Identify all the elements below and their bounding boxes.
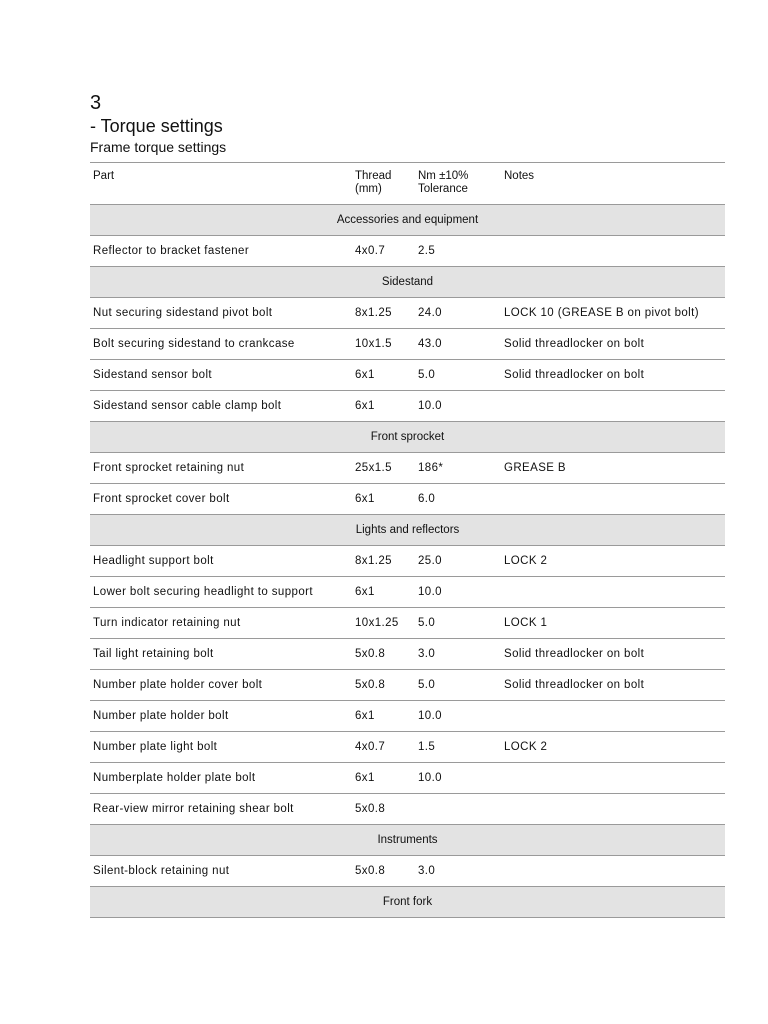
column-header-part: Part xyxy=(90,163,352,205)
cell-thread: 8x1.25 xyxy=(352,546,415,577)
cell-part: Headlight support bolt xyxy=(90,546,352,577)
cell-thread: 10x1.25 xyxy=(352,608,415,639)
cell-thread: 6x1 xyxy=(352,701,415,732)
cell-torque xyxy=(415,794,501,825)
table-row xyxy=(90,794,725,825)
cell-thread: 6x1 xyxy=(352,577,415,608)
cell-torque: 2.5 xyxy=(415,236,501,267)
cell-torque: 10.0 xyxy=(415,391,501,422)
cell-torque: 25.0 xyxy=(415,546,501,577)
cell-thread: 4x0.7 xyxy=(352,732,415,763)
cell-notes: LOCK 10 (GREASE B on pivot bolt) xyxy=(501,298,725,329)
cell-part: Bolt securing sidestand to crankcase xyxy=(90,329,352,360)
torque-table xyxy=(90,162,725,918)
cell-thread: 5x0.8 xyxy=(352,639,415,670)
cell-part: Silent-block retaining nut xyxy=(90,856,352,887)
table-row xyxy=(90,391,725,422)
cell-part: Number plate light bolt xyxy=(90,732,352,763)
cell-torque: 3.0 xyxy=(415,856,501,887)
cell-torque: 186* xyxy=(415,453,501,484)
table-row xyxy=(90,360,725,391)
page-subtitle: Frame torque settings xyxy=(90,139,227,155)
cell-notes xyxy=(501,391,725,422)
cell-notes: Solid threadlocker on bolt xyxy=(501,360,725,391)
cell-thread: 25x1.5 xyxy=(352,453,415,484)
cell-part: Turn indicator retaining nut xyxy=(90,608,352,639)
section-title: Front sprocket xyxy=(90,422,725,453)
cell-notes xyxy=(501,794,725,825)
cell-notes: Solid threadlocker on bolt xyxy=(501,639,725,670)
cell-thread: 4x0.7 xyxy=(352,236,415,267)
cell-part: Rear-view mirror retaining shear bolt xyxy=(90,794,352,825)
page-title: - Torque settings xyxy=(90,116,223,136)
cell-notes: LOCK 2 xyxy=(501,732,725,763)
cell-notes xyxy=(501,236,725,267)
cell-thread: 10x1.5 xyxy=(352,329,415,360)
cell-part: Front sprocket cover bolt xyxy=(90,484,352,515)
cell-notes: GREASE B xyxy=(501,453,725,484)
section-title: Instruments xyxy=(90,825,725,856)
cell-torque: 5.0 xyxy=(415,360,501,391)
cell-torque: 1.5 xyxy=(415,732,501,763)
table-row xyxy=(90,732,725,763)
cell-thread: 5x0.8 xyxy=(352,794,415,825)
table-row xyxy=(90,577,725,608)
section-title: Accessories and equipment xyxy=(90,205,725,236)
cell-part: Numberplate holder plate bolt xyxy=(90,763,352,794)
table-row xyxy=(90,701,725,732)
cell-notes xyxy=(501,701,725,732)
cell-thread: 6x1 xyxy=(352,391,415,422)
table-row xyxy=(90,763,725,794)
cell-notes: Solid threadlocker on bolt xyxy=(501,329,725,360)
cell-notes xyxy=(501,763,725,794)
cell-part: Sidestand sensor cable clamp bolt xyxy=(90,391,352,422)
document-page xyxy=(90,92,725,918)
table-row xyxy=(90,639,725,670)
section-header-row xyxy=(90,515,725,546)
table-row xyxy=(90,608,725,639)
section-header-row xyxy=(90,205,725,236)
cell-torque: 10.0 xyxy=(415,763,501,794)
cell-notes xyxy=(501,577,725,608)
cell-torque: 3.0 xyxy=(415,639,501,670)
table-row xyxy=(90,856,725,887)
cell-torque: 5.0 xyxy=(415,608,501,639)
cell-thread: 6x1 xyxy=(352,763,415,794)
table-row xyxy=(90,236,725,267)
cell-thread: 5x0.8 xyxy=(352,856,415,887)
table-row xyxy=(90,298,725,329)
cell-torque: 10.0 xyxy=(415,577,501,608)
cell-notes: Solid threadlocker on bolt xyxy=(501,670,725,701)
cell-torque: 43.0 xyxy=(415,329,501,360)
column-header-notes: Notes xyxy=(501,163,725,205)
section-title: Front fork xyxy=(90,887,725,918)
section-header-row xyxy=(90,267,725,298)
cell-thread: 5x0.8 xyxy=(352,670,415,701)
cell-part: Front sprocket retaining nut xyxy=(90,453,352,484)
column-header-nm: Nm ±10% Tolerance xyxy=(415,163,501,205)
section-title: Sidestand xyxy=(90,267,725,298)
section-header-row xyxy=(90,825,725,856)
table-row xyxy=(90,329,725,360)
cell-part: Number plate holder cover bolt xyxy=(90,670,352,701)
table-header-row xyxy=(90,163,725,205)
cell-notes xyxy=(501,484,725,515)
cell-torque: 6.0 xyxy=(415,484,501,515)
cell-thread: 6x1 xyxy=(352,360,415,391)
cell-part: Nut securing sidestand pivot bolt xyxy=(90,298,352,329)
section-title: Lights and reflectors xyxy=(90,515,725,546)
cell-notes: LOCK 2 xyxy=(501,546,725,577)
table-row xyxy=(90,453,725,484)
cell-torque: 5.0 xyxy=(415,670,501,701)
cell-torque: 24.0 xyxy=(415,298,501,329)
cell-notes xyxy=(501,856,725,887)
cell-part: Tail light retaining bolt xyxy=(90,639,352,670)
section-header-row xyxy=(90,422,725,453)
cell-part: Number plate holder bolt xyxy=(90,701,352,732)
cell-part: Reflector to bracket fastener xyxy=(90,236,352,267)
cell-thread: 6x1 xyxy=(352,484,415,515)
cell-part: Sidestand sensor bolt xyxy=(90,360,352,391)
table-row xyxy=(90,484,725,515)
cell-part: Lower bolt securing headlight to support xyxy=(90,577,352,608)
cell-thread: 8x1.25 xyxy=(352,298,415,329)
section-header-row xyxy=(90,887,725,918)
table-body xyxy=(90,205,725,918)
table-row xyxy=(90,670,725,701)
column-header-thread: Thread (mm) xyxy=(352,163,415,205)
cell-notes: LOCK 1 xyxy=(501,608,725,639)
cell-torque: 10.0 xyxy=(415,701,501,732)
chapter-number: 3 xyxy=(90,92,102,114)
table-row xyxy=(90,546,725,577)
